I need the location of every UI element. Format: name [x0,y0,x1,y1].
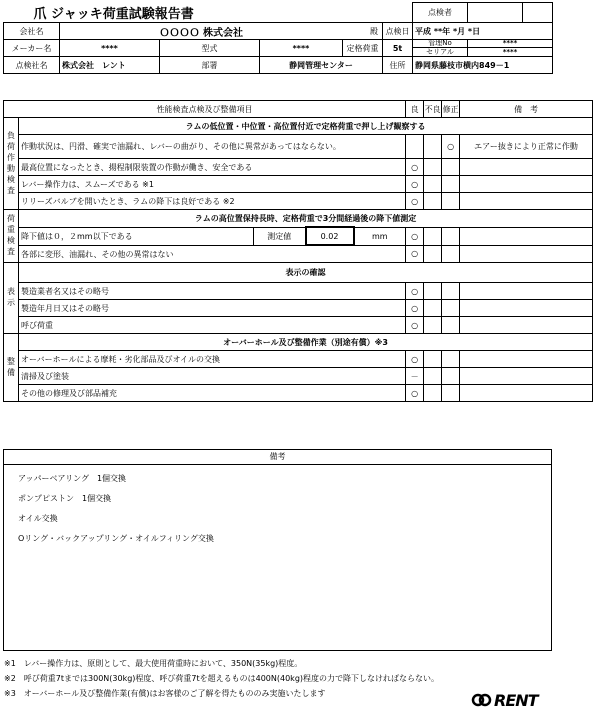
check-good[interactable]: ○ [406,385,424,402]
check-item: 清掃及び塗装 [19,368,406,385]
check-fix[interactable] [442,193,460,210]
check-fix[interactable] [442,368,460,385]
section-label-display: 表示 [4,263,19,334]
rated-load-label: 定格荷重 [343,40,383,57]
check-note [460,317,593,334]
inspector-stamp-box[interactable] [523,3,553,23]
check-fix[interactable]: ○ [442,135,460,159]
check-fix[interactable] [442,176,460,193]
remarks-heading: 備考 [4,450,551,465]
inspect-company-label: 点検社名 [4,57,60,74]
check-bad[interactable] [424,227,442,245]
inspection-table [3,100,593,402]
check-bad[interactable] [424,317,442,334]
page-title: 爪 ジャッキ荷重試験報告書 [33,6,194,22]
address-value: 静岡県藤枝市横内849－1 [413,57,553,74]
check-good[interactable]: ○ [406,245,424,263]
inspect-company-value: 株式会社 レント [60,57,160,74]
remark-line: アッパーベアリング 1個交換 [18,474,127,483]
check-note: エアー抜きにより正常に作動 [460,135,593,159]
check-bad[interactable] [424,245,442,263]
remark-line: オイル交換 [18,514,58,523]
check-note [460,300,593,317]
rent-logo [472,690,552,710]
maker-label: メーカー名 [4,40,60,57]
mgmt-no-value: **** [468,40,552,48]
check-note [460,283,593,300]
section-heading: ラムの低位置・中位置・高位置付近で定格荷重で押し上げ観察する [19,118,593,135]
inspector-signature-box[interactable] [468,3,523,23]
date-label: 点検日 [383,23,413,40]
check-good[interactable]: ○ [406,227,424,245]
check-note [460,227,593,245]
check-good[interactable]: ○ [406,176,424,193]
check-bad[interactable] [424,300,442,317]
measure-unit: mm [354,227,406,245]
check-good[interactable]: ○ [406,159,424,176]
col-bad-header: 不良 [424,101,442,118]
col-note-header: 備 考 [460,101,593,118]
section-label-maintenance: 整備 [4,334,19,402]
remarks-box[interactable] [3,449,552,651]
rent-logo-mark-icon [472,691,492,709]
remark-line: ポンプピストン 1個交換 [18,494,112,503]
check-good[interactable]: ○ [406,317,424,334]
check-fix[interactable] [442,300,460,317]
check-note [460,351,593,368]
check-bad[interactable] [424,385,442,402]
check-note [460,176,593,193]
dept-value: 静岡管理センター [260,57,383,74]
check-item: 作動状況は、円滑、確実で油漏れ、レバーの曲がり、その他に異常があってはならない。 [19,135,406,159]
maker-value: **** [60,40,160,57]
check-item: 製造年月日又はその略号 [19,300,406,317]
honorific: 殿 [343,23,383,40]
rent-logo-text: RENT [494,690,538,710]
dept-label: 部署 [160,57,260,74]
check-fix[interactable] [442,245,460,263]
check-item: その他の修理及び部品補充 [19,385,406,402]
check-item: リリーズバルブを開いたとき、ラムの降下は良好である ※2 [19,193,406,210]
section-heading: 表示の確認 [19,263,593,283]
section-heading: ラムの高位置保持長時、定格荷重で3分間経過後の降下値測定 [19,210,593,228]
check-good[interactable]: ○ [406,283,424,300]
footnote: ※3 オーバーホール及び整備作業(有償)はお客様のご了解を得たもののみ実施いたします [4,689,326,698]
check-fix[interactable] [442,385,460,402]
check-fix[interactable] [442,317,460,334]
check-note [460,368,593,385]
footnotes [4,656,504,701]
company-value: ＯＯＯＯ 株式会社 [60,23,343,40]
serial-label: セリアル [426,48,454,56]
check-good[interactable]: ○ [406,193,424,210]
section-label-load-test: 荷重検査 [4,210,19,263]
check-note [460,159,593,176]
check-note [460,245,593,263]
check-good[interactable] [406,135,424,159]
check-bad[interactable] [424,176,442,193]
check-bad[interactable] [424,159,442,176]
address-label: 住所 [383,57,413,74]
check-fix[interactable] [442,283,460,300]
check-fix[interactable] [442,351,460,368]
check-item: 降下値は０，２mm以下である [19,227,254,245]
serial-value: **** [502,48,518,56]
model-label: 型式 [160,40,260,57]
rated-load-value: 5t [383,40,413,57]
remark-line: Oリング・バックアップリング・オイルフィリング交換 [18,534,214,543]
check-note [460,193,593,210]
date-value: 平成 **年 *月 *日 [413,23,553,40]
check-good[interactable]: ○ [406,300,424,317]
inspector-label: 点検者 [413,3,468,23]
col-item-header: 性能検査点検及び整備項目 [4,101,406,118]
check-fix[interactable] [442,159,460,176]
check-item: 各部に変形、油漏れ、その他の異常はない [19,245,406,263]
check-good[interactable]: － [406,368,424,385]
header-block [3,2,553,74]
col-good-header: 良 [406,101,424,118]
check-bad[interactable] [424,193,442,210]
section-label-load-operation: 負荷作動検査 [4,118,19,210]
check-item: 最高位置になったとき、揚程制限装置の作動が働き、安全である [19,159,406,176]
section-heading: オーバーホール及び整備作業（別途有償）※3 [19,334,593,351]
footnote: ※1 レバー操作力は、原則として、最大使用荷重時において、350N(35kg)程度。 [4,659,303,668]
check-item: 製造業者名又はその略号 [19,283,406,300]
check-bad[interactable] [424,368,442,385]
col-fix-header: 修正 [442,101,460,118]
measure-label: 測定値 [254,227,306,245]
check-bad[interactable] [424,135,442,159]
check-item: レバー操作力は、スムーズである ※1 [19,176,406,193]
check-note [460,385,593,402]
measure-value[interactable]: 0.02 [306,227,354,245]
check-fix[interactable] [442,227,460,245]
check-bad[interactable] [424,283,442,300]
check-item: オーバーホールによる摩耗・劣化部品及びオイルの交換 [19,351,406,368]
company-label: 会社名 [4,23,60,40]
check-bad[interactable] [424,351,442,368]
model-value: **** [260,40,343,57]
check-item: 呼び荷重 [19,317,406,334]
check-good[interactable]: ○ [406,351,424,368]
footnote: ※2 呼び荷重7tまでは300N(30kg)程度、呼び荷重7tを超えるものは400N(40kg)程度の力で降下しなければならない。 [4,674,440,683]
mgmt-no-label: 管理No [413,40,467,48]
